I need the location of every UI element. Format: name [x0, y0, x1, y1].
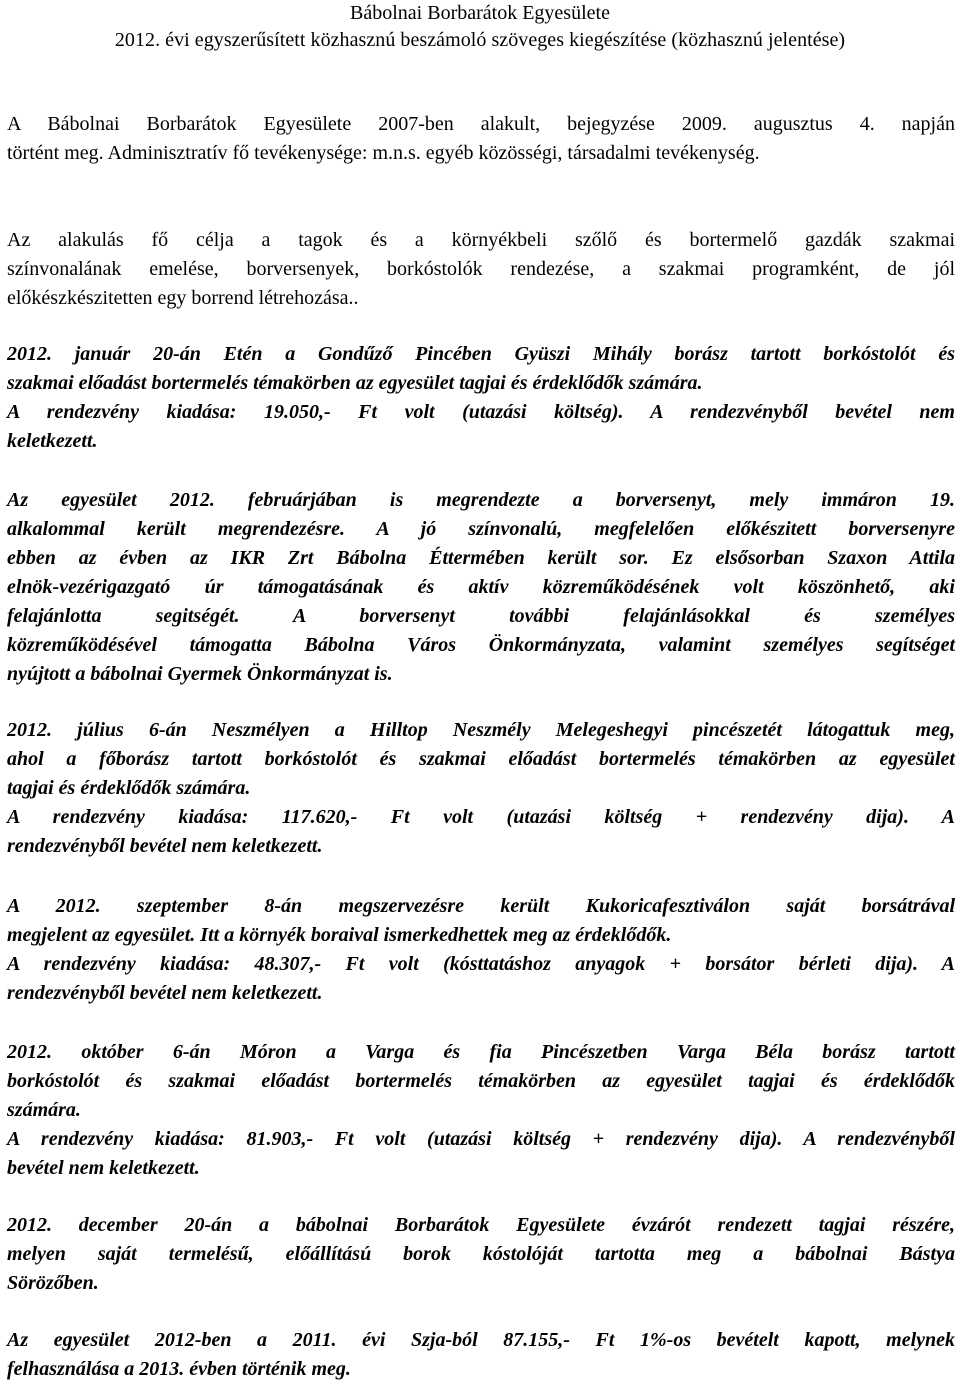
event-line: közreműködésével támogatta Bábolna Város Önkormányzata, valamint személyes segítséget — [7, 634, 955, 656]
event-paragraph-december — [7, 1211, 955, 1298]
event-line: melyen saját termelésű, előállítású borok kóstolóját tartotta meg a bábolnai Bástya — [7, 1243, 955, 1265]
event-line: 2012. december 20-án a bábolnai Borbarátok Egyesülete évzárót rendezett tagjai részére, — [7, 1214, 955, 1236]
document-title: Bábolnai Borbarátok Egyesülete — [350, 2, 610, 24]
event-line: nyújtott a bábolnai Gyermek Önkormányzat is. — [7, 663, 393, 685]
event-line: rendezvényből bevétel nem keletkezett. — [7, 835, 323, 857]
event-line: Az egyesület 2012. februárjában is megrendezte a borversenyt, mely immáron 19. — [7, 489, 955, 511]
event-paragraph-september — [7, 892, 955, 1008]
event-line: bevétel nem keletkezett. — [7, 1157, 200, 1179]
intro-line: A Bábolnai Borbarátok Egyesülete 2007-ben alakult, bejegyzése 2009. augusztus 4. napján — [7, 113, 955, 135]
goal-line: színvonalának emelése, borversenyek, borkóstolók rendezése, a szakmai programként, de jól — [7, 258, 955, 280]
goal-line: Az alakulás fő célja a tagok és a környékbeli szőlő és bortermelő gazdák szakmai — [7, 229, 955, 251]
document-header — [0, 0, 960, 54]
event-line: alkalommal került megrendezésre. A jó színvonalú, megfelelően előkészitett borversenyre — [7, 518, 955, 540]
intro-paragraph — [7, 110, 955, 168]
event-line: ebben az évben az IKR Zrt Bábolna Éttermében került sor. Ez elsősorban Szaxon Attila — [7, 547, 955, 569]
event-line: megjelent az egyesület. Itt a környék boraival ismerkedhettek meg az érdeklődők. — [7, 924, 672, 946]
goal-paragraph — [7, 226, 955, 313]
event-line: elnök-vezérigazgató úr támogatásának és aktív közreműködésének volt köszönhető, aki — [7, 576, 955, 598]
event-line: Az egyesület 2012-ben a 2011. évi Szja-ból 87.155,- Ft 1%-os bevételt kapott, melynek — [7, 1329, 955, 1351]
event-line: A 2012. szeptember 8-án megszervezésre került Kukoricafesztiválon saját borsátrával — [7, 895, 955, 917]
event-line: A rendezvény kiadása: 117.620,- Ft volt (utazási költség + rendezvény dija). A — [7, 806, 955, 828]
event-line: tagjai és érdeklődők számára. — [7, 777, 251, 799]
event-line: szakmai előadást bortermelés témakörben az egyesület tagjai és érdeklődők számára. — [7, 372, 703, 394]
event-line: 2012. október 6-án Móron a Varga és fia Pincészetben Varga Béla borász tartott — [7, 1041, 955, 1063]
event-paragraph-january — [7, 340, 955, 456]
event-paragraph-october — [7, 1038, 955, 1183]
event-line: keletkezett. — [7, 430, 98, 452]
event-line: borkóstolót és szakmai előadást bortermelés témakörben az egyesület tagjai és érdeklődők — [7, 1070, 955, 1092]
event-line: felajánlotta segitségét. A borversenyt további felajánlásokkal és személyes — [7, 605, 955, 627]
event-line: 2012. január 20-án Etén a Gondűző Pincében Gyüszi Mihály borász tartott borkóstolót és — [7, 343, 955, 365]
event-line: A rendezvény kiadása: 81.903,- Ft volt (utazási költség + rendezvény dija). A rendezvényből — [7, 1128, 955, 1150]
intro-line: történt meg. Adminisztratív fő tevékenysége: m.n.s. egyéb közösségi, társadalmi tevékenység. — [7, 142, 760, 164]
event-line: ahol a főborász tartott borkóstolót és szakmai előadást bortermelés témakörben az egyesület — [7, 748, 955, 770]
goal-line: előkészkészitetten egy borrend létrehozása.. — [7, 287, 359, 309]
event-line: 2012. július 6-án Neszmélyen a Hilltop Neszmély Melegeshegyi pincészetét látogattuk meg, — [7, 719, 955, 741]
event-line: A rendezvény kiadása: 19.050,- Ft volt (utazási költség). A rendezvényből bevétel nem — [7, 401, 955, 423]
event-line: felhasználása a 2013. évben történik meg. — [7, 1358, 351, 1380]
tax-donation-paragraph — [7, 1326, 955, 1384]
event-paragraph-february — [7, 486, 955, 689]
event-paragraph-july — [7, 716, 955, 861]
event-line: rendezvényből bevétel nem keletkezett. — [7, 982, 323, 1004]
event-line: A rendezvény kiadása: 48.307,- Ft volt (kósttatáshoz anyagok + borsátor bérleti dija). A — [7, 953, 955, 975]
event-line: Sörözőben. — [7, 1272, 99, 1294]
document-subtitle: 2012. évi egyszerűsített közhasznú beszámoló szöveges kiegészítése (közhasznú jelentése) — [114, 29, 846, 51]
event-line: számára. — [7, 1099, 81, 1121]
